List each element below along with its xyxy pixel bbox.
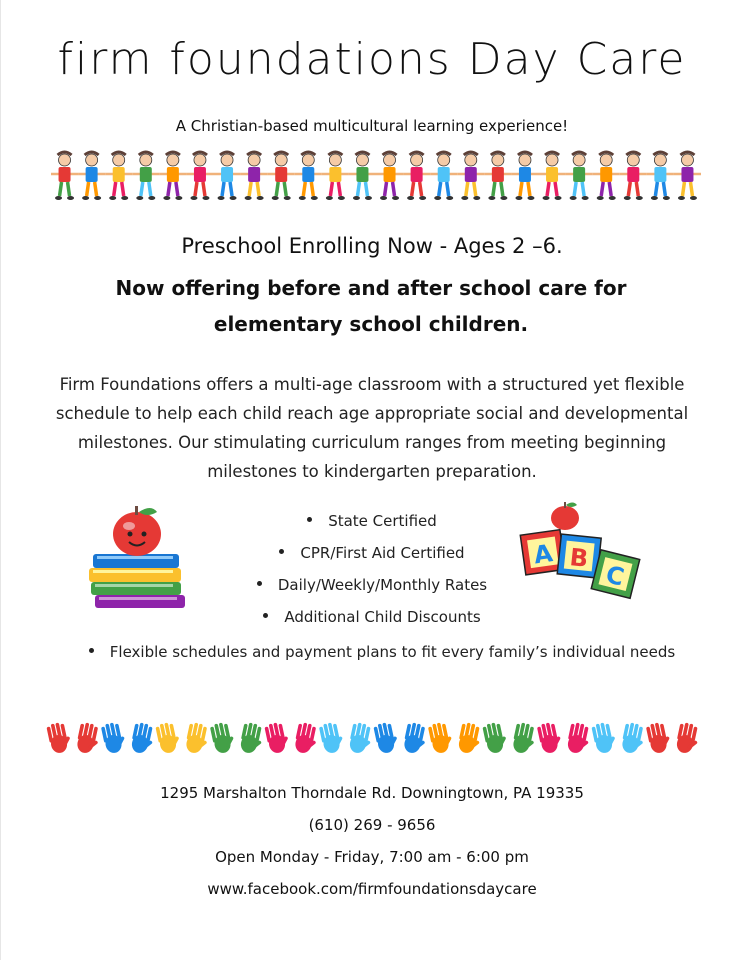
kid-figure [376, 152, 403, 200]
kid-figure [593, 152, 620, 200]
bullet-icon [89, 648, 94, 653]
page-title: firm foundations Day Care [57, 34, 687, 85]
kid-figure [186, 152, 213, 200]
handprint [347, 722, 374, 756]
handprint [46, 721, 73, 755]
handprint [101, 721, 128, 755]
kid-figure [566, 152, 593, 200]
bullet-icon [279, 549, 284, 554]
kid-figure [159, 152, 186, 200]
kid-figure [484, 152, 511, 200]
handprint [319, 721, 346, 755]
handprint [210, 721, 237, 755]
kid-figure [511, 152, 538, 200]
svg-text:C: C [603, 560, 627, 592]
kid-figure [322, 152, 349, 200]
handprint [428, 721, 455, 755]
handprint [511, 722, 538, 756]
handprint [293, 722, 320, 756]
kid-figure [349, 152, 376, 200]
program-description: Firm Foundations offers a multi-age classroom with a structured yet flexible schedule to help each child reach age appropriate social and developmental milestones. Our stimulating curriculum ranges from meeting beginning milestones to kindergarten preparation. [55, 375, 689, 481]
handprint [646, 721, 673, 755]
bullet-icon [263, 613, 268, 618]
page-subtitle: A Christian-based multicultural learning experience! [175, 117, 569, 135]
enrollment-heading: Preschool Enrolling Now - Ages 2 –6. [181, 234, 563, 258]
handprint [129, 722, 156, 756]
kid-figure [430, 152, 457, 200]
svg-text:A: A [532, 539, 555, 570]
kid-figure [51, 152, 78, 200]
list-item: Flexible schedules and payment plans to fit every family’s individual needs [87, 640, 677, 665]
hours-text: Open Monday - Friday, 7:00 am - 6:00 pm [215, 848, 529, 866]
kid-figure [105, 152, 132, 200]
handprint [565, 722, 592, 756]
list-item: Additional Child Discounts [1, 608, 742, 626]
handprints-icon [45, 712, 699, 760]
list-item: Daily/Weekly/Monthly Rates [1, 576, 742, 594]
handprint [238, 722, 265, 756]
kid-figure [132, 152, 159, 200]
handprint [264, 721, 291, 755]
offer-heading: Now offering before and after school care for elementary school children. [115, 276, 627, 336]
handprint [373, 721, 400, 755]
handprint [75, 722, 102, 756]
svg-text:B: B [568, 543, 590, 573]
kid-figure [539, 152, 566, 200]
kids-holding-hands-icon [51, 150, 701, 206]
list-item: State Certified [1, 512, 742, 530]
handprint [620, 722, 647, 756]
handprint [155, 721, 182, 755]
kid-figure [295, 152, 322, 200]
phone-text: (610) 269 - 9656 [308, 816, 436, 834]
kid-figure [214, 152, 241, 200]
kid-figure [674, 152, 701, 200]
kid-figure [647, 152, 674, 200]
kid-figure [241, 152, 268, 200]
address-text: 1295 Marshalton Thorndale Rd. Downingtown, PA 19335 [160, 784, 584, 802]
handprint [674, 722, 699, 756]
handprint [402, 722, 429, 756]
facebook-link[interactable]: www.facebook.com/firmfoundationsdaycare [207, 880, 537, 898]
kid-figure [620, 152, 647, 200]
handprint [482, 721, 509, 755]
handprint [456, 722, 483, 756]
kid-figure [403, 152, 430, 200]
bullet-icon [307, 517, 312, 522]
handprint [184, 722, 211, 756]
kid-figure [268, 152, 295, 200]
handprint [537, 721, 564, 755]
kid-figure [457, 152, 484, 200]
handprint [591, 721, 618, 755]
bullet-icon [257, 581, 262, 586]
kid-figure [78, 152, 105, 200]
list-item: CPR/First Aid Certified [1, 544, 742, 562]
